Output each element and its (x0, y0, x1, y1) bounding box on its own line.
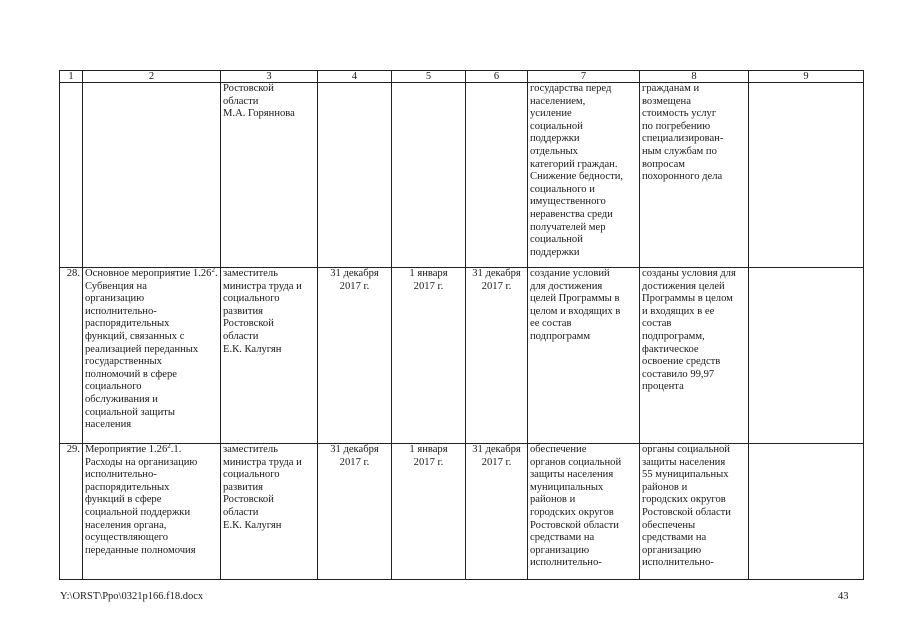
column-header-1: 1 (60, 71, 83, 83)
planned-result-line: ее состав (530, 318, 572, 330)
actual-result-line: похоронного дела (642, 171, 723, 183)
cell-activity-name (83, 444, 221, 580)
responsible-line: развития (223, 481, 264, 493)
activity-number-superscript: 2 (167, 443, 171, 450)
activity-number-superscript: 2 (211, 267, 215, 274)
actual-result-line: городских округов (642, 494, 726, 506)
actual-end-line: 31 декабря (472, 268, 521, 279)
actual-result-line: стоимость услуг (642, 108, 717, 120)
footer-page-number: 43 (838, 591, 849, 602)
activity-name-line: Субвенция на (85, 280, 147, 292)
column-header-4: 4 (318, 71, 392, 83)
cell-actual-start (392, 444, 466, 580)
actual-result-line: обеспечены (642, 519, 696, 531)
planned-result-line: исполнительно- (530, 557, 602, 569)
cell-planned-result (528, 83, 640, 268)
cell-row-number: 29. (60, 444, 83, 580)
planned-result-line: защиты населения (530, 469, 614, 481)
table-body (60, 71, 864, 580)
planned-date-line: 31 декабря (330, 444, 379, 455)
activity-name-line: переданные полномочия (85, 544, 196, 556)
cell-responsible (221, 268, 318, 444)
planned-result-line: социальной (530, 234, 583, 246)
planned-result-line: для достижения (530, 280, 603, 292)
column-header-2: 2 (83, 71, 221, 83)
activity-name-text: Основное мероприятие 1.26 (85, 268, 212, 279)
actual-result-line: защиты населения (642, 456, 726, 468)
cell-row-number (60, 83, 83, 268)
responsible-line: Ростовской (223, 83, 274, 94)
actual-result-line: состав (642, 318, 672, 330)
actual-result-line: средствами на (642, 532, 707, 544)
actual-result-line: органы социальной (642, 444, 730, 455)
cell-responsible (221, 83, 318, 268)
planned-result-line: имущественного (530, 196, 606, 208)
activity-name-line: функций, связанных с (85, 330, 185, 342)
actual-start-line: 2017 г. (413, 280, 444, 292)
actual-end-line: 31 декабря (472, 444, 521, 455)
responsible-line: области (223, 330, 259, 342)
responsible-line: Е.К. Калугян (223, 519, 282, 531)
cell-actual-start (392, 268, 466, 444)
cell-actual-result (640, 83, 749, 268)
cell-planned-result (528, 268, 640, 444)
planned-result-line: отдельных (530, 145, 578, 157)
activity-name-first-line (85, 268, 218, 281)
activity-name-line: исполнительно- (85, 469, 157, 481)
actual-result-line: освоение средств (642, 356, 721, 368)
cell-actual-end (466, 83, 528, 268)
responsible-line: развития (223, 305, 264, 317)
planned-date-line: 2017 г. (339, 280, 370, 292)
responsible-line: заместитель (223, 444, 279, 455)
actual-result-line: процента (642, 381, 684, 393)
actual-result-line: специализирован- (642, 133, 724, 145)
actual-result-line: организацию (642, 544, 702, 556)
actual-start-line: 1 января (409, 268, 448, 279)
planned-date-line: 31 декабря (330, 268, 379, 279)
planned-result-line: подпрограмм (530, 330, 591, 342)
planned-result-line: населением, (530, 95, 586, 107)
column-header-3: 3 (221, 71, 318, 83)
activity-name-line: распорядительных (85, 481, 170, 493)
cell-planned-date (318, 83, 392, 268)
activity-name-first-line (85, 444, 218, 457)
responsible-line: области (223, 506, 259, 518)
cell-reasons (749, 268, 864, 444)
planned-result-line: создание условий (530, 268, 610, 279)
responsible-line: министра труда и (223, 456, 302, 468)
actual-result-line: Программы в целом (642, 293, 733, 305)
activity-name-line: обслуживания и (85, 393, 158, 405)
actual-result-line: исполнительно- (642, 557, 714, 569)
actual-end-line: 2017 г. (481, 280, 512, 292)
cell-planned-date (318, 268, 392, 444)
actual-result-line: составило 99,97 (642, 368, 715, 380)
planned-result-line: социальной (530, 120, 583, 132)
planned-result-line: органов социальной (530, 456, 622, 468)
cell-planned-result (528, 444, 640, 580)
planned-result-line: городских округов (530, 506, 614, 518)
cell-actual-result (640, 444, 749, 580)
activity-name-line: исполнительно- (85, 305, 157, 317)
planned-result-line: муниципальных (530, 481, 604, 493)
table-row (60, 268, 864, 444)
activity-name-line: населения органа, (85, 519, 167, 531)
planned-result-line: поддержки (530, 246, 580, 258)
report-table (59, 70, 864, 580)
actual-result-line: достижения целей (642, 280, 725, 292)
planned-result-line: организацию (530, 544, 590, 556)
cell-reasons (749, 444, 864, 580)
planned-result-line: усиление (530, 108, 572, 120)
responsible-line: социального (223, 293, 280, 305)
planned-result-line: неравенства среди (530, 208, 613, 220)
table-row (60, 83, 864, 268)
responsible-line: заместитель (223, 268, 279, 279)
planned-result-line: районов и (530, 494, 576, 506)
activity-name-line: государственных (85, 356, 162, 368)
planned-result-line: целей Программы в (530, 293, 620, 305)
actual-result-line: Ростовской области (642, 506, 731, 518)
planned-result-line: категорий граждан. (530, 158, 618, 170)
actual-end-line: 2017 г. (481, 456, 512, 468)
planned-result-line: целом и входящих в (530, 305, 621, 317)
activity-name-text: Мероприятие 1.26 (85, 444, 168, 455)
cell-reasons (749, 83, 864, 268)
document-table-container (59, 70, 864, 580)
actual-result-line: подпрограмм, (642, 330, 705, 342)
activity-name-line: реализацией переданных (85, 343, 199, 355)
cell-row-number: 28. (60, 268, 83, 444)
activity-name-line: организацию (85, 293, 145, 305)
column-number-header-row (60, 71, 864, 83)
activity-name-line: социальной поддержки (85, 506, 191, 518)
activity-name-line: социальной защиты (85, 406, 175, 418)
cell-activity-name (83, 83, 221, 268)
actual-result-line: вопросам (642, 158, 685, 170)
responsible-line: социального (223, 469, 280, 481)
activity-name-line: осуществляющего (85, 532, 169, 544)
actual-result-line: и входящих в ее (642, 305, 715, 317)
activity-number-suffix: .1. (170, 444, 182, 455)
cell-actual-end (466, 444, 528, 580)
actual-result-line: гражданам и (642, 83, 700, 94)
footer-file-path: Y:\ORST\Ppo\0321p166.f18.docx (60, 591, 204, 602)
planned-date-line: 2017 г. (339, 456, 370, 468)
cell-actual-start (392, 83, 466, 268)
column-header-9: 9 (749, 71, 864, 83)
responsible-line: Ростовской (223, 494, 274, 506)
actual-result-line: 55 муниципальных (642, 469, 729, 481)
actual-result-line: созданы условия для (642, 268, 736, 279)
cell-planned-date (318, 444, 392, 580)
actual-result-line: районов и (642, 481, 688, 493)
responsible-line: Е.К. Калугян (223, 343, 282, 355)
cell-actual-result (640, 268, 749, 444)
actual-result-line: возмещена (642, 95, 691, 107)
actual-start-line: 1 января (409, 444, 448, 455)
responsible-line: области (223, 95, 259, 107)
cell-responsible (221, 444, 318, 580)
activity-name-line: социального (85, 381, 142, 393)
planned-result-line: получателей мер (530, 221, 606, 233)
planned-result-line: средствами на (530, 532, 595, 544)
planned-result-line: государства перед (530, 83, 612, 94)
column-header-7: 7 (528, 71, 640, 83)
actual-result-line: фактическое (642, 343, 699, 355)
column-header-8: 8 (640, 71, 749, 83)
planned-result-line: социального и (530, 183, 595, 195)
planned-result-line: поддержки (530, 133, 580, 145)
activity-name-line: распорядительных (85, 318, 170, 330)
activity-name-line: Расходы на организацию (85, 456, 198, 468)
responsible-line: М.А. Горяннова (223, 108, 295, 120)
responsible-line: министра труда и (223, 280, 302, 292)
responsible-line: Ростовской (223, 318, 274, 330)
column-header-6: 6 (466, 71, 528, 83)
cell-activity-name (83, 268, 221, 444)
activity-name-line: функций в сфере (85, 494, 162, 506)
column-header-5: 5 (392, 71, 466, 83)
actual-result-line: ным службам по (642, 145, 717, 157)
actual-result-line: по погребению (642, 120, 711, 132)
planned-result-line: Снижение бедности, (530, 171, 624, 183)
planned-result-line: Ростовской области (530, 519, 619, 531)
activity-name-line: полномочий в сфере (85, 368, 177, 380)
table-row (60, 444, 864, 580)
activity-name-line: населения (85, 419, 132, 431)
planned-result-line: обеспечение (530, 444, 587, 455)
actual-start-line: 2017 г. (413, 456, 444, 468)
cell-actual-end (466, 268, 528, 444)
activity-number-suffix: . (214, 268, 218, 279)
